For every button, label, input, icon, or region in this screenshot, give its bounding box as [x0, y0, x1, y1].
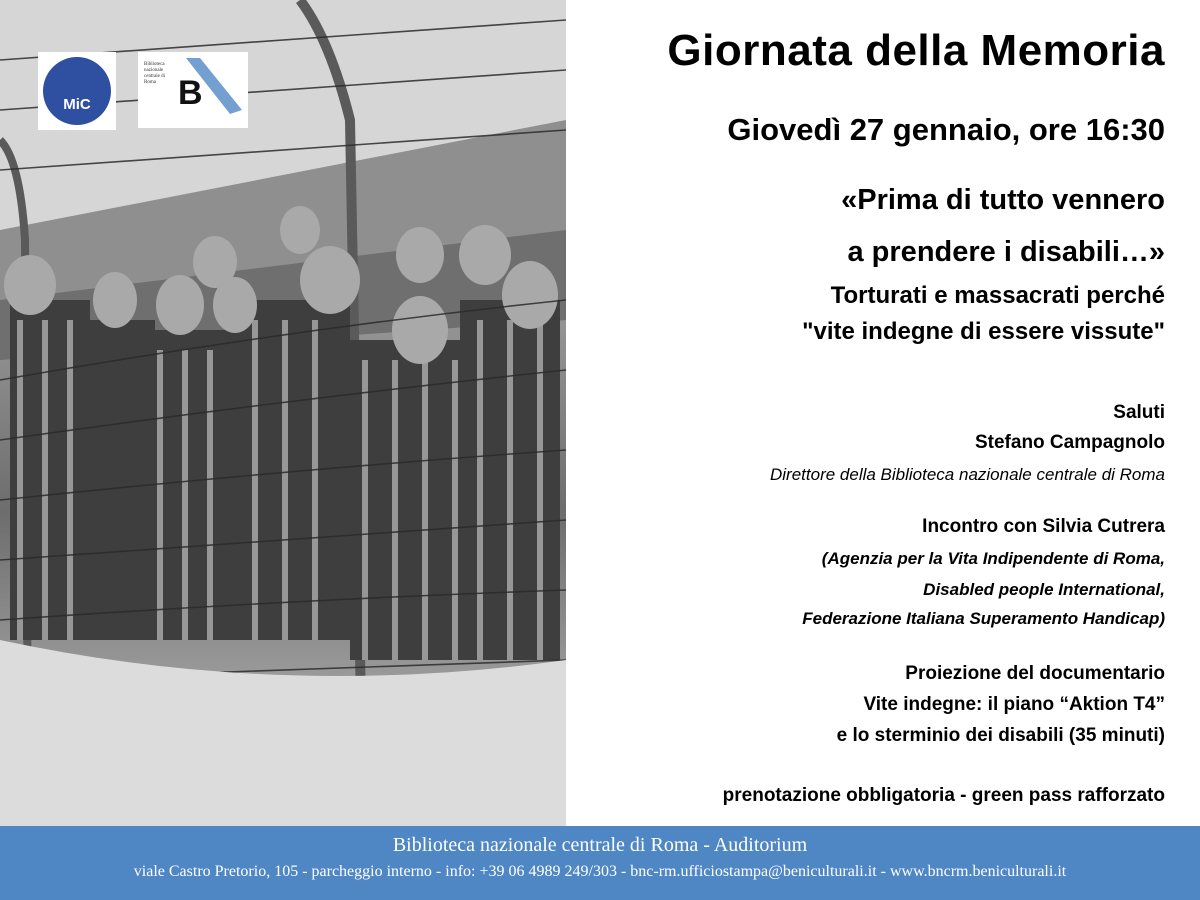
greetings-label: Saluti	[1113, 402, 1165, 423]
booking-note: prenotazione obbligatoria - green pass rafforzato	[722, 785, 1165, 806]
mic-logo-circle	[43, 57, 111, 125]
film-title-line2: e lo sterminio dei disabili (35 minuti)	[836, 725, 1165, 746]
mic-logo	[38, 52, 116, 130]
event-quote-line1: «Prima di tutto vennero	[841, 184, 1165, 216]
event-quote-line2: a prendere i disabili…»	[847, 236, 1165, 268]
meeting-affiliation-2: Disabled people International,	[923, 580, 1165, 599]
greetings-role: Direttore della Biblioteca nazionale centrale di Roma	[770, 465, 1165, 484]
footer-info: viale Castro Pretorio, 105 - parcheggio interno - info: +39 06 4989 249/303 - bnc-rm.ufficiostampa@beniculturali.it - www.bncrm.beniculturali.it	[133, 863, 1067, 880]
event-subtitle-line2: "vite indegne di essere vissute"	[802, 318, 1165, 345]
bnc-logo	[138, 52, 248, 128]
meeting-affiliation-3: Federazione Italiana Superamento Handicap)	[802, 609, 1165, 628]
meeting-affiliation-1: (Agenzia per la Vita Indipendente di Roma,	[821, 549, 1165, 568]
event-subtitle-line1: Torturati e massacrati perché	[830, 282, 1165, 309]
film-title-line1: Vite indegne: il piano “Aktion T4”	[863, 694, 1165, 715]
historical-photo	[0, 0, 566, 826]
bnc-logo-caption: Biblioteca nazionale centrale di Roma	[144, 62, 165, 85]
film-label: Proiezione del documentario	[905, 663, 1165, 684]
greetings-name: Stefano Campagnolo	[974, 432, 1165, 453]
event-date: Giovedì 27 gennaio, ore 16:30	[727, 112, 1165, 147]
footer-venue: Biblioteca nazionale centrale di Roma - Auditorium	[392, 834, 808, 856]
meeting-label: Incontro con Silvia Cutrera	[922, 516, 1165, 537]
mic-logo-label: MiC	[63, 96, 91, 113]
page-title: Giornata della Memoria	[667, 26, 1165, 75]
footer-bar	[0, 826, 1200, 900]
bnc-logo-mark	[138, 52, 248, 128]
bnc-logo-letter: B	[178, 74, 203, 112]
